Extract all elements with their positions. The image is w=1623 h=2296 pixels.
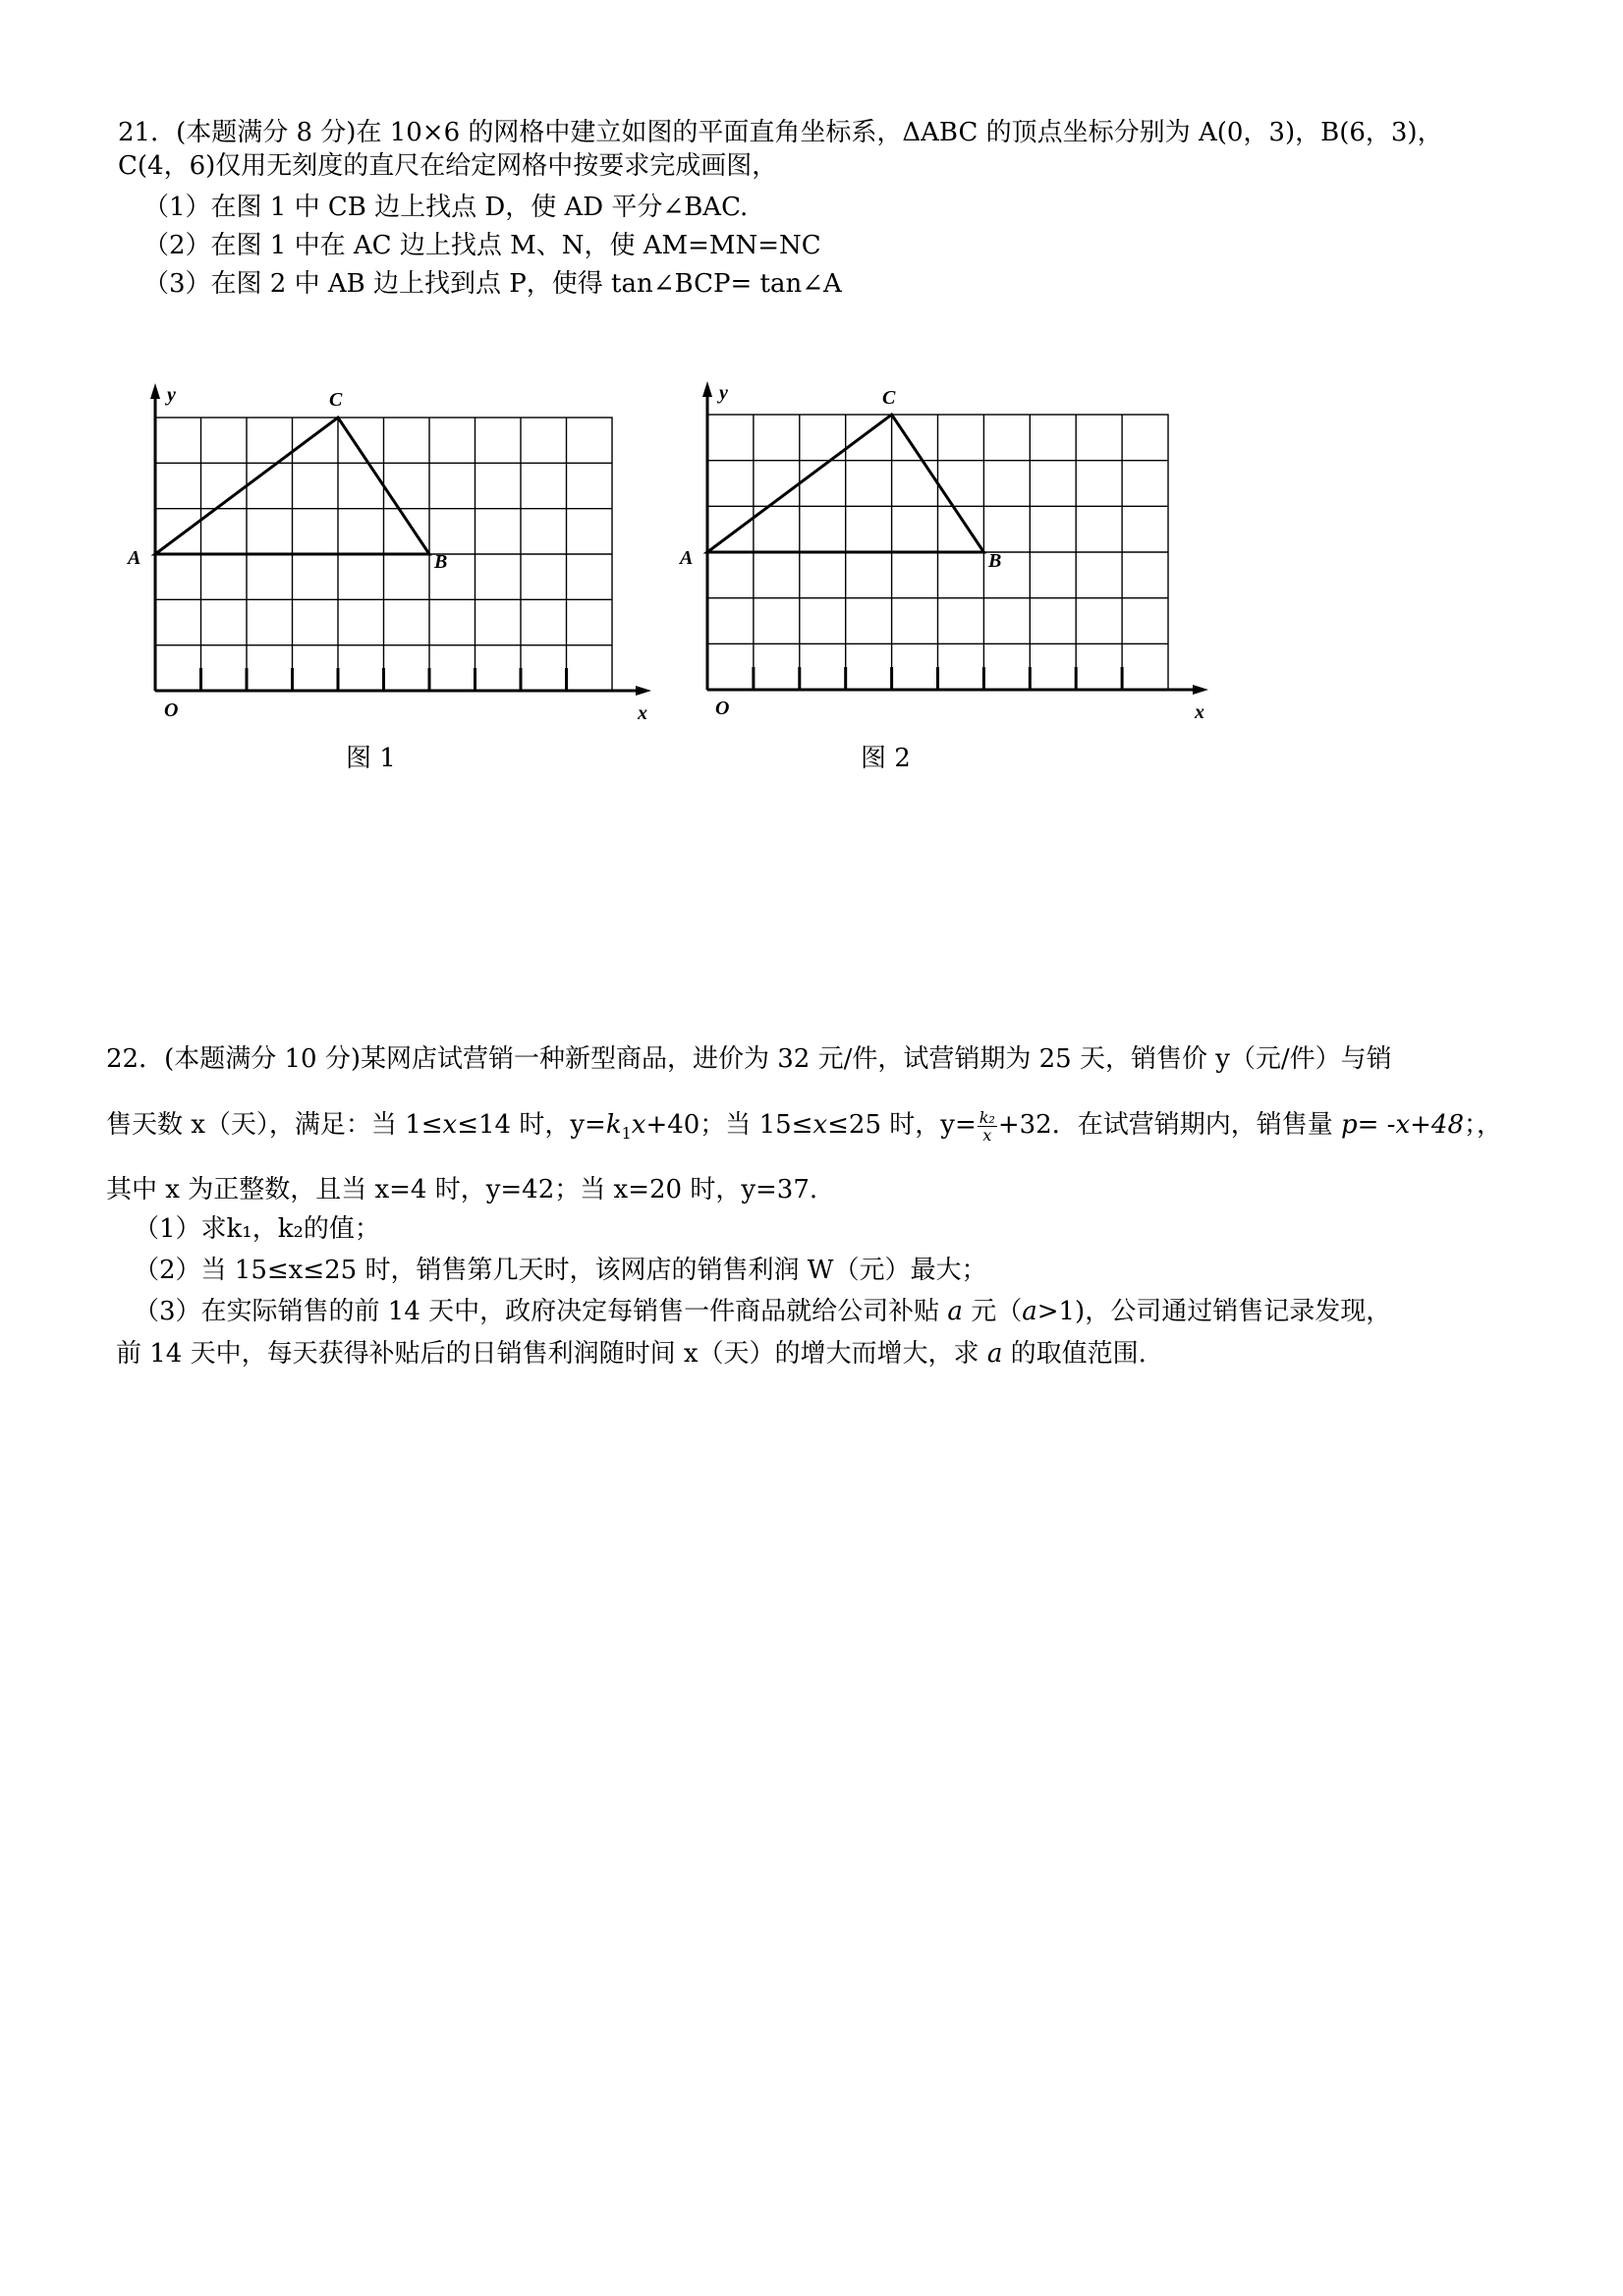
q22-line-2: 售天数 x（天），满足：当 1≤x≤14 时，$y=k_1x+40$；当 15≤x≤25 时，y= $\frac{\text{k₂}}{x}$ +32．在试营销期内，销售量 p= -x+48；， bbox=[106, 1107, 1503, 1145]
q22-part-2: （2）当 15≤x≤25 时，销售第几天时，该网店的销售利润 W（元）最大； bbox=[134, 1256, 987, 1285]
point-a-label: A bbox=[680, 547, 694, 569]
origin-label: O bbox=[164, 700, 179, 721]
q22-line-3: 其中 x 为正整数，且当 x=4 时，y=42；当 x=20 时，y=37. bbox=[106, 1175, 818, 1204]
figure-2-grid bbox=[676, 371, 1226, 725]
point-c-label: C bbox=[329, 389, 343, 411]
y-axis-arrow-icon bbox=[702, 381, 712, 397]
x-axis-label: x bbox=[638, 702, 647, 724]
figure-1-grid bbox=[123, 373, 673, 727]
y-axis-label: y bbox=[719, 382, 728, 404]
x-axis-arrow-icon bbox=[636, 686, 651, 696]
origin-label: O bbox=[715, 698, 730, 719]
fraction-k2-over-x: $\frac{\text{k₂}}{x}$ bbox=[979, 1107, 995, 1145]
q21-part-2: （2）在图 1 中在 AC 边上找点 M、N，使 AM=MN=NC bbox=[143, 231, 821, 260]
point-b-label: B bbox=[988, 550, 1002, 572]
figure-1-caption: 图 1 bbox=[346, 744, 396, 773]
point-a-label: A bbox=[128, 547, 141, 569]
q21-line-1: 21．(本题满分 8 分)在 10×6 的网格中建立如图的平面直角坐标系，ΔABC 的顶点坐标分别为 A(0，3)，B(6，3)， bbox=[118, 118, 1443, 147]
q22-part-3-cont: 前 14 天中，每天获得补贴后的日销售利润随时间 x（天）的增大而增大，求 a 的取值范围. bbox=[116, 1339, 1147, 1369]
x-axis-arrow-icon bbox=[1193, 685, 1208, 695]
y-axis-arrow-icon bbox=[150, 383, 160, 399]
q22-line-1: 22．(本题满分 10 分)某网店试营销一种新型商品，进价为 32 元/件，试营销期为 25 天，销售价 y（元/件）与销 bbox=[106, 1044, 1392, 1074]
point-b-label: B bbox=[434, 551, 448, 573]
point-c-label: C bbox=[882, 387, 896, 409]
x-axis-label: x bbox=[1195, 701, 1204, 723]
q22-part-3: （3）在实际销售的前 14 天中，政府决定每销售一件商品就给公司补贴 a 元（a>1)，公司通过销售记录发现， bbox=[134, 1297, 1392, 1326]
figure-2-caption: 图 2 bbox=[861, 744, 911, 773]
q22-part-1: （1）求k₁，k₂的值； bbox=[134, 1214, 380, 1244]
y-axis-label: y bbox=[167, 384, 176, 406]
q21-line-2: C(4，6)仅用无刻度的直尺在给定网格中按要求完成画图， bbox=[118, 151, 778, 181]
q21-part-3: （3）在图 2 中 AB 边上找到点 P，使得 tan∠BCP= tan∠A bbox=[143, 269, 842, 299]
q21-part-1: （1）在图 1 中 CB 边上找点 D，使 AD 平分∠BAC. bbox=[143, 193, 749, 222]
